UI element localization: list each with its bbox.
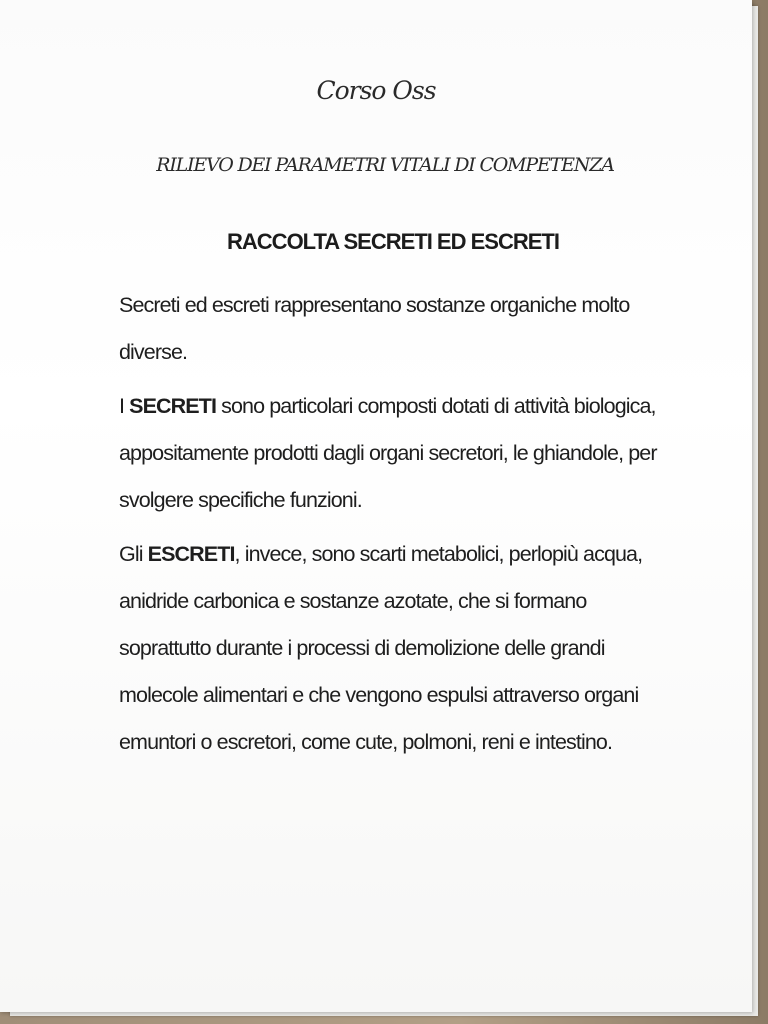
- term-secreti: SECRETI: [129, 394, 217, 418]
- text-line: diverse.: [119, 340, 188, 364]
- section-heading: RACCOLTA SECRETI ED ESCRETI: [227, 229, 559, 254]
- text-fragment: sono particolari composti dotati di attività biologica,: [216, 394, 656, 418]
- paragraph-secreti: [119, 383, 679, 524]
- text-line: emuntori o escretori, come cute, polmoni, reni e intestino.: [119, 730, 613, 754]
- text-line: Secreti ed escreti rappresentano sostanze organiche molto: [119, 293, 630, 317]
- text-line: [119, 383, 679, 430]
- subject-title: RILIEVO DEI PARAMETRI VITALI DI COMPETENZA: [156, 154, 614, 176]
- paragraph-intro: [119, 282, 679, 376]
- text-line: appositamente prodotti dagli organi secretori, le ghiandole, per: [119, 441, 657, 465]
- text-line: svolgere specifiche funzioni.: [119, 488, 362, 512]
- text-fragment: I: [119, 394, 130, 418]
- course-title: Corso Oss: [316, 76, 436, 105]
- text-line: anidride carbonica e sostanze azotate, che si formano: [119, 589, 587, 613]
- text-fragment: , invece, sono scarti metabolici, perlopiù acqua,: [234, 542, 643, 566]
- text-line: molecole alimentari e che vengono espulsi attraverso organi: [119, 683, 639, 707]
- paragraph-escreti: [119, 531, 679, 766]
- text-fragment: Gli: [119, 542, 148, 566]
- text-line: [119, 531, 679, 578]
- text-line: soprattutto durante i processi di demolizione delle grandi: [119, 636, 605, 660]
- term-escreti: ESCRETI: [147, 542, 235, 566]
- body-text: [119, 282, 679, 773]
